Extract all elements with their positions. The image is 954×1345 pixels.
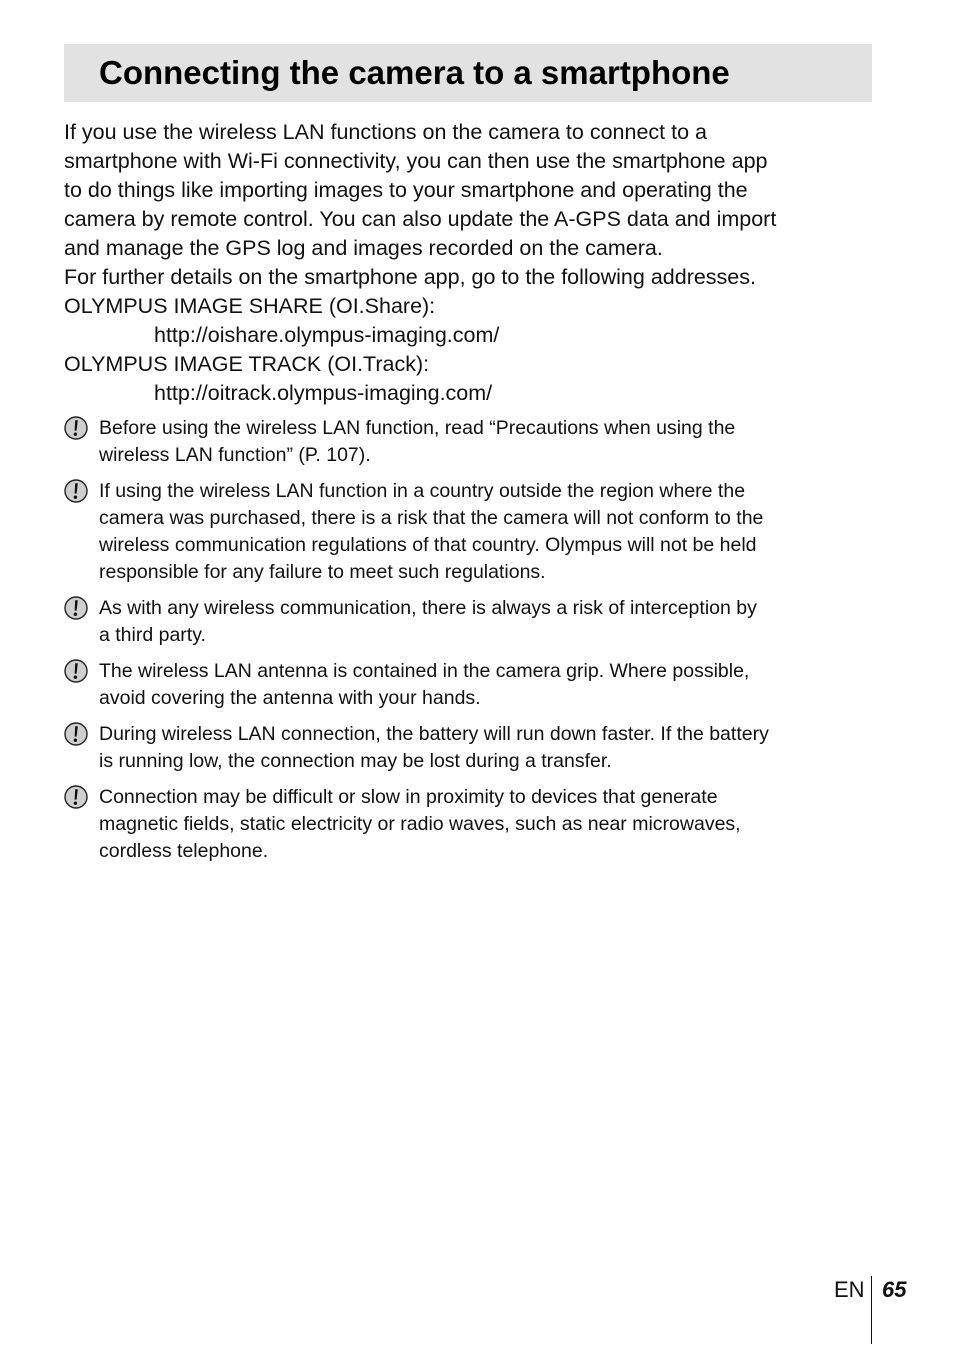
oi-track-label: OLYMPUS IMAGE TRACK (OI.Track): [64, 352, 430, 376]
caution-note-line: Before using the wireless LAN function, read “Precautions when using the [99, 417, 736, 439]
caution-note-line: During wireless LAN connection, the battery will run down faster. If the battery [99, 723, 769, 745]
caution-note-line: Connection may be difficult or slow in proximity to devices that generate [99, 786, 718, 808]
caution-note-line: wireless communication regulations of that country. Olympus will not be held [99, 534, 757, 556]
caution-note [64, 721, 884, 775]
footer-language: EN [834, 1277, 865, 1302]
intro-line: to do things like importing images to your smartphone and operating the [64, 178, 748, 202]
intro-line: camera by remote control. You can also update the A-GPS data and import [64, 207, 777, 231]
caution-note-line: As with any wireless communication, there is always a risk of interception by [99, 597, 757, 619]
page-number: 65 [882, 1277, 907, 1302]
caution-note-line: a third party. [99, 624, 206, 646]
caution-note [64, 415, 884, 469]
caution-note-line: responsible for any failure to meet such regulations. [99, 561, 546, 583]
footer-divider [871, 1276, 872, 1344]
oi-share-url: http://oishare.olympus-imaging.com/ [154, 323, 500, 347]
caution-note-line: If using the wireless LAN function in a country outside the region where the [99, 480, 746, 502]
caution-note-line: magnetic fields, static electricity or radio waves, such as near microwaves, [99, 813, 741, 835]
oi-share-label: OLYMPUS IMAGE SHARE (OI.Share): [64, 294, 436, 318]
intro-line: and manage the GPS log and images recorded on the camera. [64, 236, 663, 260]
caution-note-line: is running low, the connection may be lost during a transfer. [99, 750, 612, 772]
caution-icon [64, 479, 88, 503]
caution-note [64, 658, 884, 712]
caution-note [64, 478, 884, 586]
intro-line: smartphone with Wi-Fi connectivity, you can then use the smartphone app [64, 149, 768, 173]
caution-note-line: cordless telephone. [99, 840, 269, 862]
caution-icon [64, 596, 88, 620]
caution-note-line: camera was purchased, there is a risk that the camera will not conform to the [99, 507, 764, 529]
caution-icon [64, 416, 88, 440]
intro-line: If you use the wireless LAN functions on the camera to connect to a [64, 120, 707, 144]
caution-note-line: avoid covering the antenna with your hands. [99, 687, 481, 709]
intro-text [64, 118, 884, 408]
page-title: Connecting the camera to a smartphone [99, 54, 730, 91]
intro-line: For further details on the smartphone app, go to the following addresses. [64, 265, 756, 289]
caution-icon [64, 659, 88, 683]
caution-notes [64, 415, 884, 874]
caution-note-line: The wireless LAN antenna is contained in the camera grip. Where possible, [99, 660, 750, 682]
caution-icon [64, 785, 88, 809]
caution-note [64, 595, 884, 649]
caution-note [64, 784, 884, 865]
caution-icon [64, 722, 88, 746]
oi-track-url: http://oitrack.olympus-imaging.com/ [154, 381, 493, 405]
caution-note-line: wireless LAN function” (P. 107). [99, 444, 371, 466]
title-bar [64, 44, 872, 102]
